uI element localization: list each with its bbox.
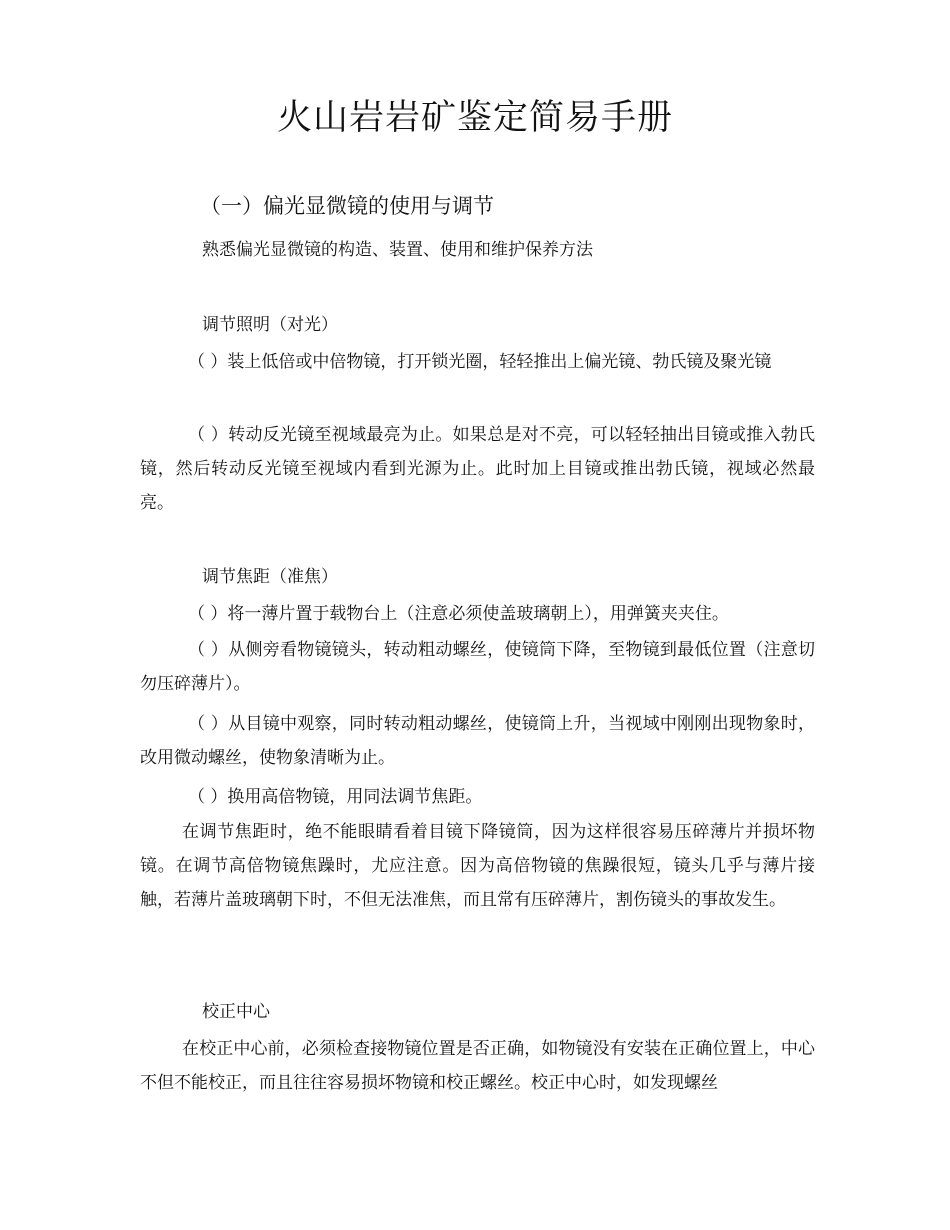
lighting-step-1: （ ）装上低倍或中倍物镜，打开锁光圈，轻轻推出上偏光镜、勃氏镜及聚光镜 <box>188 352 772 372</box>
focus-heading: 调节焦距（准焦） <box>202 567 338 587</box>
centering-text: 在校正中心前，必须检查接物镜位置是否正确，如物镜没有安装在正确位置上，中心不但不能校正，而且往往容易损坏物镜和校正螺丝。校正中心时，如发现螺丝 <box>140 1039 815 1093</box>
focus-step-3: （ ）从目镜中观察，同时转动粗动螺丝，使镜筒上升，当视域中刚刚出现物象时，改用微动螺丝，使物象清晰为止。 <box>140 714 815 768</box>
focus-step-1: （ ）将一薄片置于载物台上（注意必须使盖玻璃朝上），用弹簧夹夹住。 <box>188 604 729 624</box>
section-intro: 熟悉偏光显微镜的构造、装置、使用和维护保养方法 <box>202 240 593 260</box>
focus-step-2: （ ）从侧旁看物镜镜头，转动粗动螺丝，使镜筒下降，至物镜到最低位置（注意切勿压碎薄片）。 <box>140 640 815 694</box>
lighting-heading: 调节照明（对光） <box>202 315 338 335</box>
focus-note: 在调节焦距时，绝不能眼睛看着目镜下降镜筒，因为这样很容易压碎薄片并损坏物镜。在调节高倍物镜焦躁时，尤应注意。因为高倍物镜的焦躁很短，镜头几乎与薄片接触，若薄片盖玻璃朝下时，不但无法准焦，而且常有压碎薄片，割伤镜头的事故发生。 <box>140 822 815 910</box>
lighting-step-2: （ ）转动反光镜至视域最亮为止。如果总是对不亮，可以轻轻抽出目镜或推入勃氏镜，然后转动反光镜至视域内看到光源为止。此时加上目镜或推出勃氏镜，视域必然最亮。 <box>140 425 815 513</box>
section-title: （一）偏光显微镜的使用与调节 <box>200 194 494 218</box>
centering-heading: 校正中心 <box>202 1002 270 1022</box>
focus-step-4: （ ）换用高倍物镜，用同法调节焦距。 <box>188 787 483 807</box>
document-title: 火山岩岩矿鉴定简易手册 <box>276 98 673 138</box>
